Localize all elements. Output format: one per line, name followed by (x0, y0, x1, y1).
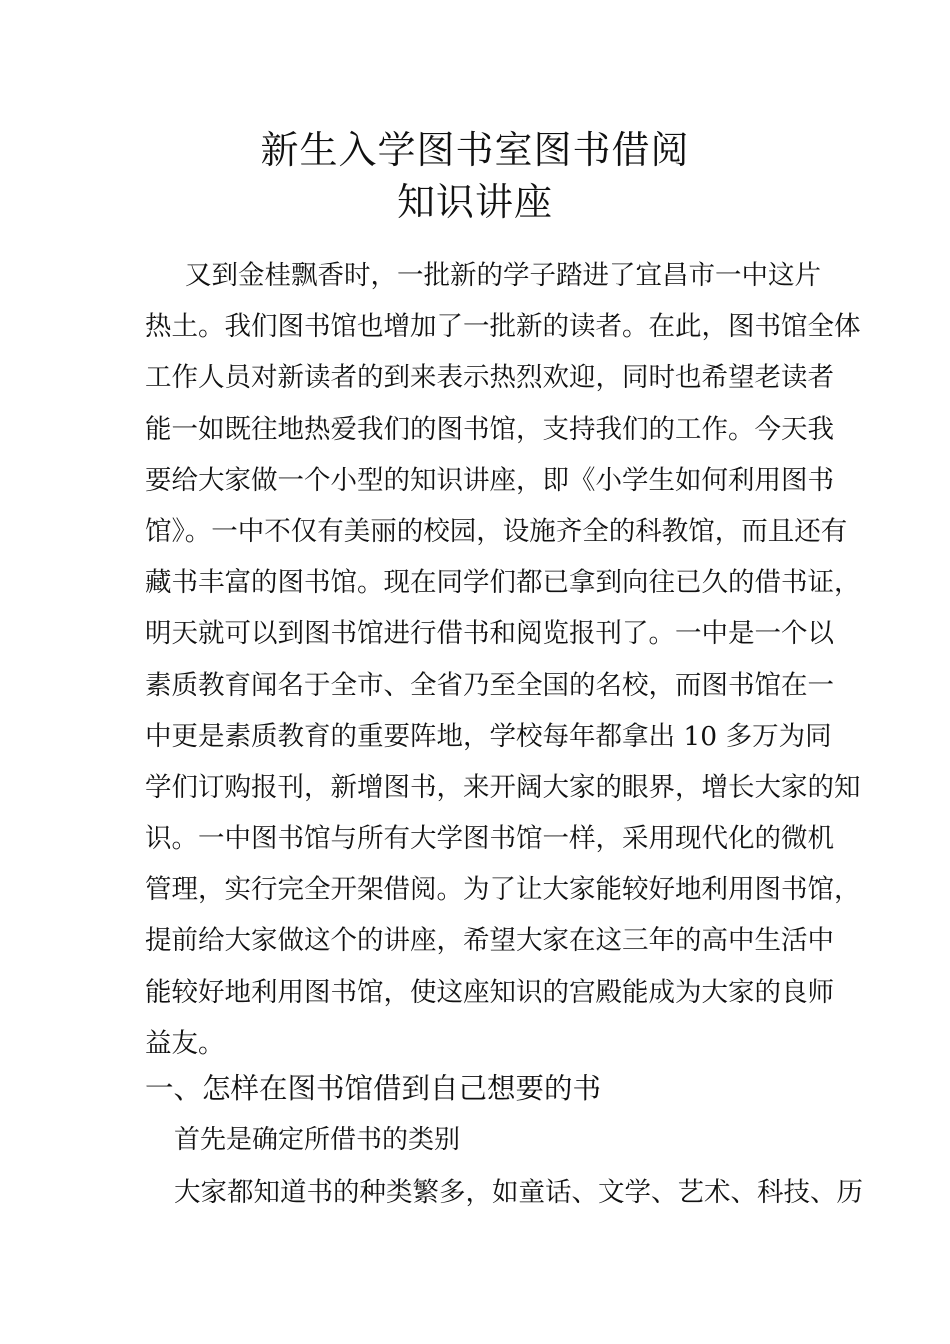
paragraph-line: 明天就可以到图书馆进行借书和阅览报刊了。一中是一个以 (145, 618, 834, 650)
paragraph-line: 藏书丰富的图书馆。现在同学们都已拿到向往已久的借书证， (145, 567, 861, 599)
document-title (0, 124, 950, 228)
paragraph-line: 又到金桂飘香时，一批新的学子踏进了宜昌市一中这片 (185, 260, 821, 291)
section-subheading: 首先是确定所借书的类别 (174, 1125, 461, 1155)
paragraph-line: 热土。我们图书馆也增加了一批新的读者。在此，图书馆全体 (145, 311, 861, 343)
paragraph-line: 管理，实行完全开架借阅。为了让大家能较好地利用图书馆， (145, 874, 861, 906)
title-line-2: 知识讲座 (396, 180, 553, 224)
paragraph-line: 中更是素质教育的重要阵地，学校每年都拿出 10 多万为同 (145, 720, 832, 752)
paragraph-line: 益友。 (145, 1027, 225, 1059)
paragraph-line: 学们订购报刊，新增图书，来开阔大家的眼界，增长大家的知 (145, 771, 861, 803)
section-heading: 一、怎样在图书馆借到自己想要的书 (145, 1072, 602, 1105)
paragraph-line: 素质教育闻名于全市、全省乃至全国的名校，而图书馆在一 (145, 669, 834, 701)
paragraph-line: 能一如既往地热爱我们的图书馆，支持我们的工作。今天我 (145, 413, 834, 445)
paragraph-line: 要给大家做一个小型的知识讲座，即《小学生如何利用图书 (145, 464, 834, 496)
section-paragraph: 大家都知道书的种类繁多，如童话、文学、艺术、科技、历 (174, 1177, 863, 1208)
title-line-1: 新生入学图书室图书借阅 (260, 128, 690, 172)
paragraph-line: 识。一中图书馆与所有大学图书馆一样，采用现代化的微机 (145, 823, 834, 855)
paragraph-line: 工作人员对新读者的到来表示热烈欢迎，同时也希望老读者 (145, 362, 834, 394)
paragraph-line: 提前给大家做这个的讲座，希望大家在这三年的高中生活中 (145, 925, 834, 957)
paragraph-line: 馆》。一中不仅有美丽的校园，设施齐全的科教馆，而且还有 (145, 515, 848, 547)
paragraph-line: 能较好地利用图书馆，使这座知识的宫殿能成为大家的良师 (145, 976, 834, 1008)
intro-paragraph (145, 250, 861, 1069)
